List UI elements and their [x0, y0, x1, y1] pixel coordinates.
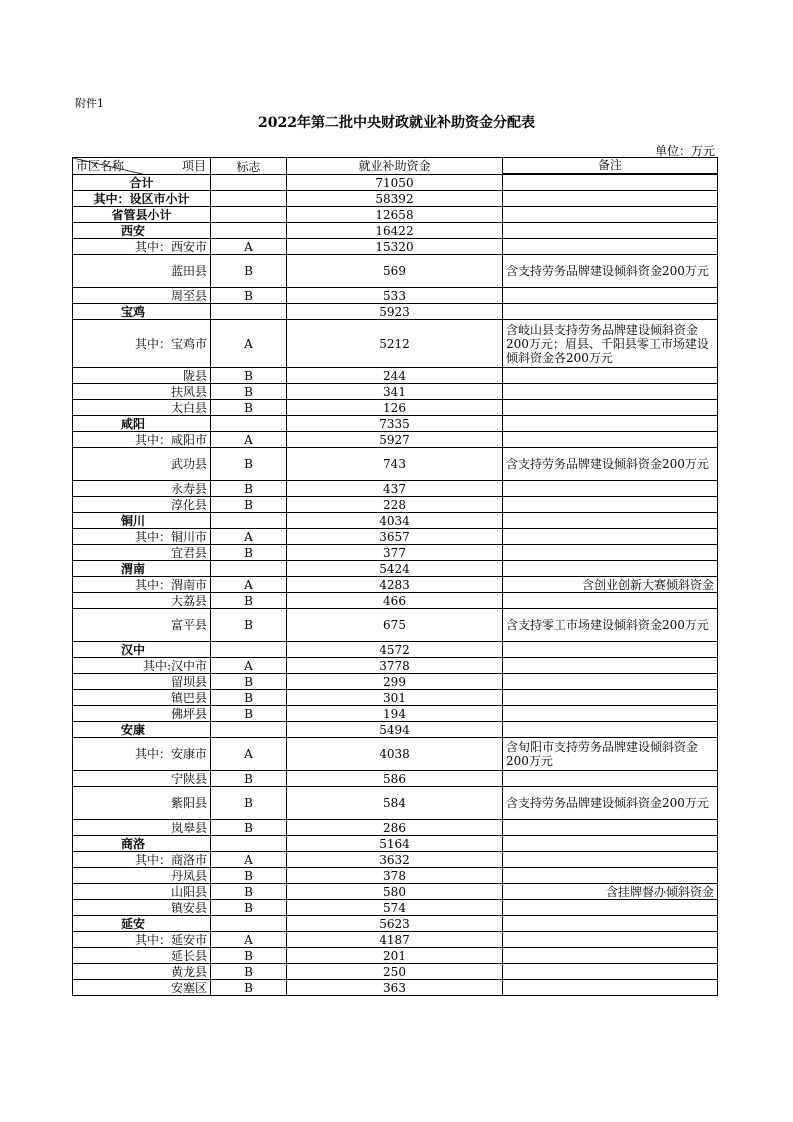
- row-note: [503, 948, 718, 964]
- table-row: [73, 771, 718, 787]
- row-fund: 377: [287, 545, 503, 561]
- row-fund: 466: [287, 593, 503, 609]
- row-name: 其中：设区市小计: [73, 191, 211, 207]
- table-row: [73, 722, 718, 738]
- table-row: [73, 175, 718, 191]
- row-flag: [211, 416, 287, 432]
- row-note: [503, 642, 718, 658]
- table-row: [73, 980, 718, 996]
- page-title: 2022年第二批中央财政就业补助资金分配表: [258, 115, 535, 131]
- row-note: [503, 175, 718, 191]
- row-name: 其中:汉中市: [73, 658, 211, 674]
- row-name: 山阳县: [73, 884, 211, 900]
- row-name: 太白县: [73, 400, 211, 416]
- table-row: [73, 916, 718, 932]
- row-note: [503, 916, 718, 932]
- table-row: [73, 545, 718, 561]
- row-flag: [211, 513, 287, 529]
- row-fund: 4038: [287, 738, 503, 771]
- row-note: [503, 481, 718, 497]
- row-note: [503, 852, 718, 868]
- row-flag: B: [211, 384, 287, 400]
- row-fund: 5212: [287, 320, 503, 368]
- row-fund: 5923: [287, 304, 503, 320]
- row-flag: B: [211, 948, 287, 964]
- row-flag: B: [211, 448, 287, 481]
- row-note: 含创业创新大赛倾斜资金: [503, 577, 718, 593]
- row-flag: B: [211, 771, 287, 787]
- row-name: 省管县小计: [73, 207, 211, 223]
- row-flag: B: [211, 400, 287, 416]
- row-name: 延长县: [73, 948, 211, 964]
- row-fund: 3632: [287, 852, 503, 868]
- table-row: [73, 320, 718, 368]
- header-note: 备注: [503, 158, 717, 174]
- row-fund: 301: [287, 690, 503, 706]
- row-name: 其中：渭南市: [73, 577, 211, 593]
- row-flag: B: [211, 288, 287, 304]
- row-note: 含旬阳市支持劳务品牌建设倾斜资金200万元: [503, 738, 718, 771]
- row-name: 黄龙县: [73, 964, 211, 980]
- row-note: [503, 384, 718, 400]
- row-flag: A: [211, 432, 287, 448]
- table-row: [73, 674, 718, 690]
- row-fund: 5164: [287, 836, 503, 852]
- row-note: [503, 207, 718, 223]
- table-row: [73, 481, 718, 497]
- table-row: [73, 738, 718, 771]
- row-fund: 299: [287, 674, 503, 690]
- row-fund: 4187: [287, 932, 503, 948]
- row-name: 镇巴县: [73, 690, 211, 706]
- row-note: [503, 497, 718, 513]
- row-fund: 580: [287, 884, 503, 900]
- table-row: [73, 900, 718, 916]
- row-name: 西安: [73, 223, 211, 239]
- table-body: [73, 175, 718, 996]
- row-name: 富平县: [73, 609, 211, 642]
- row-fund: 569: [287, 255, 503, 288]
- row-flag: A: [211, 852, 287, 868]
- row-fund: 16422: [287, 223, 503, 239]
- row-fund: 4283: [287, 577, 503, 593]
- row-note: [503, 593, 718, 609]
- header-diagonal-cell: [73, 158, 211, 175]
- row-note: [503, 529, 718, 545]
- row-note: [503, 416, 718, 432]
- table-row: [73, 836, 718, 852]
- row-note: [503, 900, 718, 916]
- row-fund: 58392: [287, 191, 503, 207]
- row-name: 佛坪县: [73, 706, 211, 722]
- row-flag: A: [211, 658, 287, 674]
- row-fund: 7335: [287, 416, 503, 432]
- row-name: 其中：安康市: [73, 738, 211, 771]
- row-fund: 586: [287, 771, 503, 787]
- row-note: [503, 674, 718, 690]
- row-fund: 378: [287, 868, 503, 884]
- row-name: 安塞区: [73, 980, 211, 996]
- row-note: 含支持劳务品牌建设倾斜资金200万元: [503, 787, 718, 820]
- row-name: 永寿县: [73, 481, 211, 497]
- row-flag: B: [211, 609, 287, 642]
- row-flag: [211, 722, 287, 738]
- row-flag: [211, 175, 287, 191]
- row-fund: 244: [287, 368, 503, 384]
- table-row: [73, 593, 718, 609]
- table-row: [73, 304, 718, 320]
- row-flag: B: [211, 980, 287, 996]
- row-note: [503, 513, 718, 529]
- table-row: [73, 223, 718, 239]
- row-name: 宜君县: [73, 545, 211, 561]
- row-flag: B: [211, 706, 287, 722]
- attachment-label: 附件1: [75, 97, 104, 110]
- row-flag: B: [211, 900, 287, 916]
- table-row: [73, 690, 718, 706]
- row-flag: [211, 304, 287, 320]
- table-row: [73, 932, 718, 948]
- table-row: [73, 432, 718, 448]
- table-row: [73, 706, 718, 722]
- table-row: [73, 207, 718, 223]
- header-item: 项目: [181, 159, 206, 173]
- row-note: [503, 690, 718, 706]
- row-note: [503, 191, 718, 207]
- row-note: 含支持劳务品牌建设倾斜资金200万元: [503, 255, 718, 288]
- table-row: [73, 964, 718, 980]
- header-city: 市区名称: [76, 159, 125, 173]
- table-row: [73, 448, 718, 481]
- row-flag: B: [211, 545, 287, 561]
- row-fund: 4572: [287, 642, 503, 658]
- table-row: [73, 820, 718, 836]
- row-note: [503, 432, 718, 448]
- row-note: 含支持零工市场建设倾斜资金200万元: [503, 609, 718, 642]
- table-row: [73, 642, 718, 658]
- row-flag: A: [211, 320, 287, 368]
- table-row: [73, 384, 718, 400]
- table-row: [73, 884, 718, 900]
- row-fund: 5424: [287, 561, 503, 577]
- row-flag: B: [211, 255, 287, 288]
- row-flag: [211, 561, 287, 577]
- row-name: 宝鸡: [73, 304, 211, 320]
- row-fund: 341: [287, 384, 503, 400]
- row-note: [503, 706, 718, 722]
- header-flag: 标志: [211, 158, 287, 175]
- table-row: [73, 513, 718, 529]
- row-name: 镇安县: [73, 900, 211, 916]
- row-note: [503, 932, 718, 948]
- row-name: 延安: [73, 916, 211, 932]
- row-note: [503, 545, 718, 561]
- table-row: [73, 529, 718, 545]
- row-name: 咸阳: [73, 416, 211, 432]
- table-row: [73, 400, 718, 416]
- row-fund: 15320: [287, 239, 503, 255]
- row-note: [503, 288, 718, 304]
- row-note: 含岐山县支持劳务品牌建设倾斜资金200万元；眉县、千阳县零工市场建设倾斜资金各200万元: [503, 320, 718, 368]
- row-name: 紫阳县: [73, 787, 211, 820]
- row-name: 汉中: [73, 642, 211, 658]
- row-flag: [211, 191, 287, 207]
- row-name: 大荔县: [73, 593, 211, 609]
- row-fund: 743: [287, 448, 503, 481]
- row-note: [503, 771, 718, 787]
- row-note: [503, 820, 718, 836]
- row-flag: B: [211, 593, 287, 609]
- header-note-cell: [503, 158, 718, 175]
- row-note: 含挂牌督办倾斜资金: [503, 884, 718, 900]
- row-name: 安康: [73, 722, 211, 738]
- row-flag: [211, 916, 287, 932]
- row-flag: B: [211, 368, 287, 384]
- table-row: [73, 868, 718, 884]
- table-row: [73, 368, 718, 384]
- row-flag: A: [211, 529, 287, 545]
- row-name: 周至县: [73, 288, 211, 304]
- row-fund: 201: [287, 948, 503, 964]
- table-row: [73, 255, 718, 288]
- row-note: [503, 239, 718, 255]
- row-flag: [211, 207, 287, 223]
- row-name: 陇县: [73, 368, 211, 384]
- row-name: 蓝田县: [73, 255, 211, 288]
- header-fund: 就业补助资金: [287, 158, 503, 175]
- row-fund: 675: [287, 609, 503, 642]
- row-flag: B: [211, 787, 287, 820]
- table-row: [73, 416, 718, 432]
- row-flag: B: [211, 690, 287, 706]
- table-row: [73, 787, 718, 820]
- row-name: 留坝县: [73, 674, 211, 690]
- row-name: 其中：延安市: [73, 932, 211, 948]
- row-flag: B: [211, 868, 287, 884]
- row-name: 武功县: [73, 448, 211, 481]
- row-name: 其中：咸阳市: [73, 432, 211, 448]
- row-fund: 286: [287, 820, 503, 836]
- row-name: 丹凤县: [73, 868, 211, 884]
- row-flag: B: [211, 820, 287, 836]
- row-name: 其中：商洛市: [73, 852, 211, 868]
- row-flag: [211, 223, 287, 239]
- row-fund: 5927: [287, 432, 503, 448]
- row-note: [503, 964, 718, 980]
- row-fund: 3778: [287, 658, 503, 674]
- row-name: 其中：西安市: [73, 239, 211, 255]
- table-row: [73, 288, 718, 304]
- table-header-row: [73, 158, 718, 175]
- unit-label: 单位：万元: [654, 144, 715, 158]
- row-note: [503, 304, 718, 320]
- row-name: 铜川: [73, 513, 211, 529]
- row-note: [503, 223, 718, 239]
- table-row: [73, 239, 718, 255]
- row-flag: B: [211, 481, 287, 497]
- table-row: [73, 497, 718, 513]
- row-name: 岚皋县: [73, 820, 211, 836]
- row-fund: 437: [287, 481, 503, 497]
- row-fund: 5623: [287, 916, 503, 932]
- row-name: 其中：宝鸡市: [73, 320, 211, 368]
- row-flag: A: [211, 239, 287, 255]
- row-note: [503, 868, 718, 884]
- row-note: [503, 658, 718, 674]
- row-fund: 4034: [287, 513, 503, 529]
- row-flag: A: [211, 738, 287, 771]
- row-fund: 250: [287, 964, 503, 980]
- row-flag: A: [211, 577, 287, 593]
- row-fund: 228: [287, 497, 503, 513]
- table-row: [73, 577, 718, 593]
- row-note: [503, 368, 718, 384]
- row-name: 淳化县: [73, 497, 211, 513]
- row-flag: B: [211, 964, 287, 980]
- row-note: [503, 980, 718, 996]
- row-fund: 126: [287, 400, 503, 416]
- row-note: [503, 722, 718, 738]
- table-row: [73, 852, 718, 868]
- row-note: [503, 836, 718, 852]
- row-fund: 533: [287, 288, 503, 304]
- table-row: [73, 948, 718, 964]
- row-fund: 3657: [287, 529, 503, 545]
- row-fund: 363: [287, 980, 503, 996]
- row-fund: 5494: [287, 722, 503, 738]
- row-fund: 194: [287, 706, 503, 722]
- row-fund: 12658: [287, 207, 503, 223]
- allocation-table: [72, 157, 718, 996]
- row-flag: [211, 836, 287, 852]
- row-flag: B: [211, 884, 287, 900]
- row-note: [503, 400, 718, 416]
- row-flag: B: [211, 497, 287, 513]
- row-name: 渭南: [73, 561, 211, 577]
- table-row: [73, 658, 718, 674]
- row-name: 扶风县: [73, 384, 211, 400]
- row-fund: 584: [287, 787, 503, 820]
- table-row: [73, 609, 718, 642]
- row-name: 合计: [73, 175, 211, 191]
- row-note: 含支持劳务品牌建设倾斜资金200万元: [503, 448, 718, 481]
- row-flag: A: [211, 932, 287, 948]
- row-flag: B: [211, 674, 287, 690]
- row-fund: 574: [287, 900, 503, 916]
- table-row: [73, 561, 718, 577]
- row-name: 宁陕县: [73, 771, 211, 787]
- table-row: [73, 191, 718, 207]
- row-flag: [211, 642, 287, 658]
- row-fund: 71050: [287, 175, 503, 191]
- row-name: 其中：铜川市: [73, 529, 211, 545]
- row-note: [503, 561, 718, 577]
- row-name: 商洛: [73, 836, 211, 852]
